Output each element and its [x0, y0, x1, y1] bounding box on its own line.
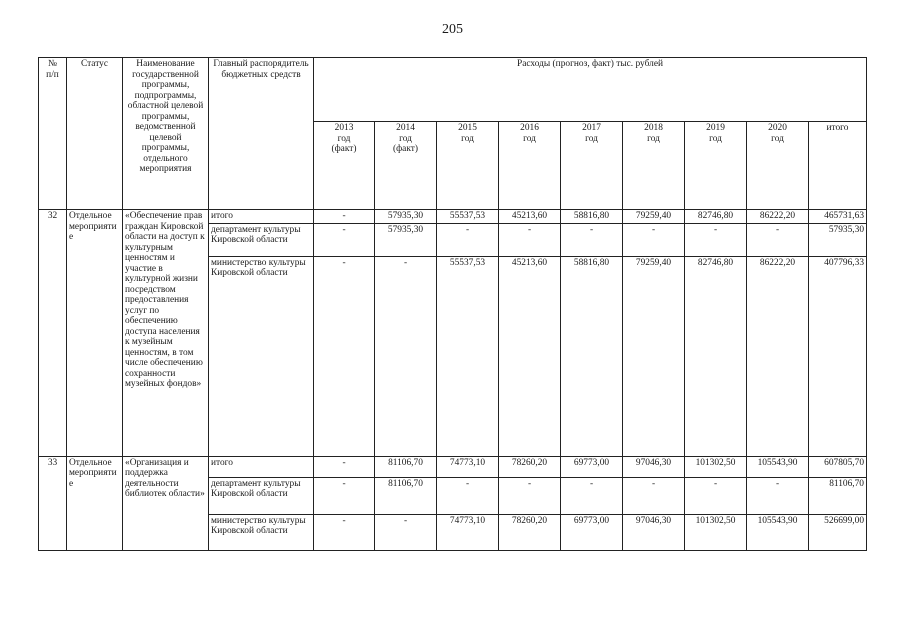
value-2020: 86222,20	[747, 210, 809, 224]
value-2019: 101302,50	[685, 456, 747, 477]
value-2017: 69773,00	[561, 456, 623, 477]
value-2017: 69773,00	[561, 514, 623, 550]
row-admin: департамент культуры Кировской области	[209, 477, 314, 514]
row-admin: департамент культуры Кировской области	[209, 223, 314, 256]
value-2014: 81106,70	[375, 477, 437, 514]
row-admin: итого	[209, 456, 314, 477]
value-2018: 79259,40	[623, 210, 685, 224]
value-2013: -	[314, 514, 375, 550]
row-status: Отдельное мероприятие	[67, 456, 123, 550]
value-2013: -	[314, 256, 375, 456]
value-2020: 105543,90	[747, 514, 809, 550]
value-2017: -	[561, 223, 623, 256]
header-year-2020: 2020 год	[747, 122, 809, 210]
row-status: Отдельное мероприятие	[67, 210, 123, 457]
value-2016: 78260,20	[499, 456, 561, 477]
value-2016: 45213,60	[499, 210, 561, 224]
value-2018: 79259,40	[623, 256, 685, 456]
value-2015: -	[437, 223, 499, 256]
value-total: 81106,70	[809, 477, 867, 514]
value-2020: 86222,20	[747, 256, 809, 456]
header-year-2017: 2017 год	[561, 122, 623, 210]
value-2015: 55537,53	[437, 256, 499, 456]
value-2016: 78260,20	[499, 514, 561, 550]
value-2014: -	[375, 514, 437, 550]
value-2014: 57935,30	[375, 210, 437, 224]
row-admin: министерство культуры Кировской области	[209, 514, 314, 550]
table-row	[39, 210, 867, 224]
header-year-2015: 2015 год	[437, 122, 499, 210]
row-admin: министерство культуры Кировской области	[209, 256, 314, 456]
value-total: 57935,30	[809, 223, 867, 256]
value-2017: 58816,80	[561, 256, 623, 456]
value-2013: -	[314, 477, 375, 514]
value-2014: 81106,70	[375, 456, 437, 477]
header-num: № п/п	[39, 58, 67, 210]
row-admin: итого	[209, 210, 314, 224]
value-2014: -	[375, 256, 437, 456]
value-2019: -	[685, 477, 747, 514]
value-2019: 82746,80	[685, 256, 747, 456]
value-2019: -	[685, 223, 747, 256]
row-num: 33	[39, 456, 67, 550]
value-2020: -	[747, 223, 809, 256]
value-2015: 55537,53	[437, 210, 499, 224]
header-status: Статус	[67, 58, 123, 210]
value-2015: -	[437, 477, 499, 514]
value-2020: -	[747, 477, 809, 514]
row-num: 32	[39, 210, 67, 457]
header-expenses: Расходы (прогноз, факт) тыс. рублей	[314, 58, 867, 122]
value-total: 526699,00	[809, 514, 867, 550]
header-year-2014: 2014 год (факт)	[375, 122, 437, 210]
value-2017: -	[561, 477, 623, 514]
value-2017: 58816,80	[561, 210, 623, 224]
value-total: 465731,63	[809, 210, 867, 224]
header-total: итого	[809, 122, 867, 210]
value-2013: -	[314, 223, 375, 256]
header-year-2016: 2016 год	[499, 122, 561, 210]
page-number: 205	[442, 22, 463, 37]
row-name: «Организация и поддержка деятельности библиотек области»	[123, 456, 209, 550]
value-2016: -	[499, 477, 561, 514]
value-2018: -	[623, 477, 685, 514]
value-2014: 57935,30	[375, 223, 437, 256]
value-2015: 74773,10	[437, 514, 499, 550]
header-name: Наименование государственной программы, подпрограммы, областной целевой программы, ведомственной целевой программы, отдельного мероприятия	[123, 58, 209, 210]
value-2020: 105543,90	[747, 456, 809, 477]
value-2015: 74773,10	[437, 456, 499, 477]
value-2018: 97046,30	[623, 456, 685, 477]
value-2016: -	[499, 223, 561, 256]
value-total: 407796,33	[809, 256, 867, 456]
header-year-2018: 2018 год	[623, 122, 685, 210]
value-2019: 101302,50	[685, 514, 747, 550]
header-year-2013: 2013 год (факт)	[314, 122, 375, 210]
value-total: 607805,70	[809, 456, 867, 477]
header-administrator: Главный распорядитель бюджетных средств	[209, 58, 314, 210]
table-row	[39, 456, 867, 477]
value-2018: 97046,30	[623, 514, 685, 550]
value-2013: -	[314, 456, 375, 477]
budget-expenses-table	[38, 57, 867, 551]
value-2019: 82746,80	[685, 210, 747, 224]
header-year-2019: 2019 год	[685, 122, 747, 210]
value-2016: 45213,60	[499, 256, 561, 456]
row-name: «Обеспечение прав граждан Кировской области на доступ к культурным ценностям и участие в культурной жизни посредством предоставления услуг по обеспечению доступа населения к музейным ценностям, в том числе обеспечению сохранности музейных фондов»	[123, 210, 209, 457]
value-2018: -	[623, 223, 685, 256]
value-2013: -	[314, 210, 375, 224]
